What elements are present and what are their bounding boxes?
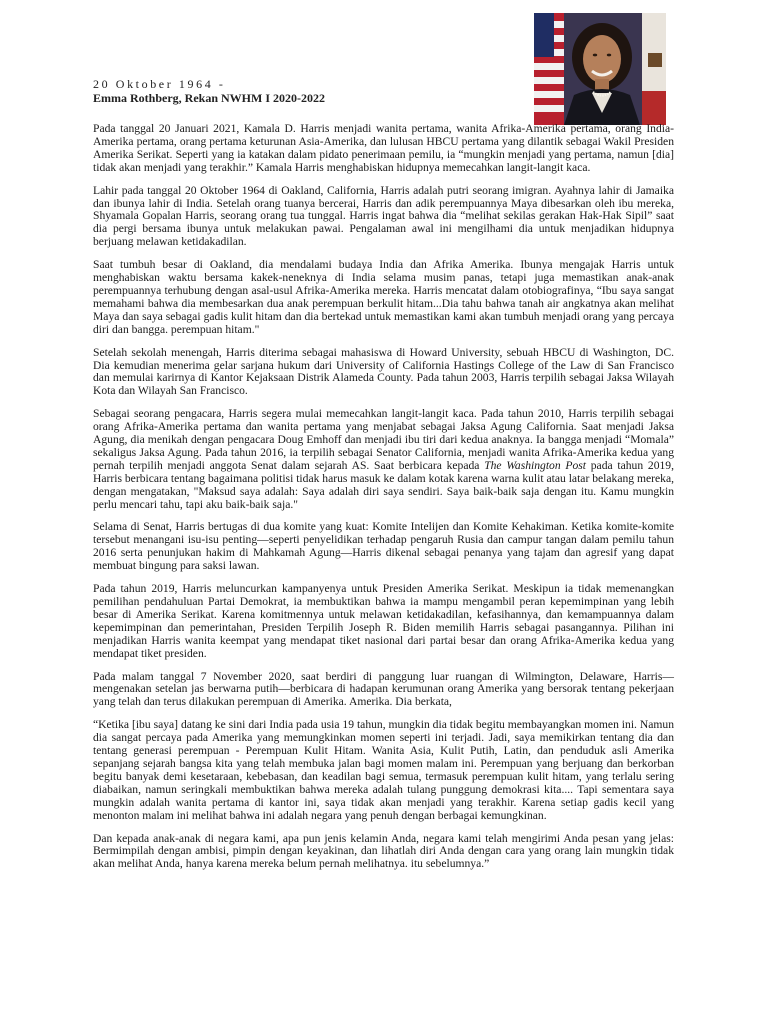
paragraph: Pada malam tanggal 7 November 2020, saat berdiri di panggung luar ruangan di Wilmington, Delaware, Harris—mengenakan setelan jas berwarna putih—berbicara di hadapan kerumunan orang Amerika yang bersorak tentang pekerjaan yang telah dan terus dilakukan perempuan di Amerika. Amerika. Dia berkata, xyxy=(93,669,674,709)
paragraph-text: Sebagai seorang pengacara, Harris segera mulai memecahkan langit-langit kaca. Pada tahun 2010, Harris terpilih sebagai orang Afrika-Amerika pertama dan wanita pertama yang menjabat sebagai Jaksa Agung California. Saat menjadi Jaksa Agung, dia menikah dengan pengacara Doug Emhoff dan menjadi ibu tiri dari kedua anaknya. Ia bangga menjadi “Momala” sekaligus Jaksa Agung. Pada tahun 2016, ia terpilih sebagai Senator California, menjadi wanita Afrika-Amerika kedua yang pernah terpilih menjadi anggota Senat dalam sejarah AS. Saat berbicara kepada xyxy=(93,407,674,472)
paragraph: Pada tanggal 20 Januari 2021, Kamala D. Harris menjadi wanita pertama, wanita Afrika-Amerika pertama, orang India-Amerika pertama, orang pertama keturunan Asia-Amerika, dan lulusan HBCU pertama yang dilantik sebagai Wakil Presiden Amerika Serikat. Seperti yang ia katakan dalam pidato penerimaan pemilu, ia “mungkin menjadi yang pertama, namun [dia] tidak akan menjadi yang terakhir.” Kamala Harris menghabiskan hidupnya memecahkan langit-langit kaca. xyxy=(93,122,674,174)
publication-title: The Washington Post xyxy=(484,458,587,472)
speech-quote-continued: Dan kepada anak-anak di negara kami, apa pun jenis kelamin Anda, negara kami telah mengirimi Anda pesan yang jelas: Bermimpilah dengan ambisi, pimpin dengan keyakinan, dan lihatlah diri Anda dengan cara yang orang lain mungkin tidak akan melihat Anda, hanya karena mereka belum pernah melihatnya. itu sebelumnya.” xyxy=(93,831,674,871)
paragraph-text: pada tahun 2019, Harris berbicara tentang bagaimana politisi tidak harus masuk ke dalam kotak karena warna kulit atau latar belakang mereka, dengan mengatakan, "Maksud saya adalah: Saya adalah diri saya sendiri. Saya baik-baik saja dengan itu. Kamu mungkin perlu mencari tahu, tapi aku baik-baik saja." xyxy=(93,458,674,511)
paragraph: Selama di Senat, Harris bertugas di dua komite yang kuat: Komite Intelijen dan Komite Kehakiman. Ketika komite-komite tersebut menangani isu-isu penting—seperti penyelidikan terhadap pengaruh Rusia dan campur tangan dalam pemilu tahun 2016 serta penunjukan hakim di Mahkamah Agung—Harris dikenal sebagai penanya yang tajam dan agresif yang dapat membuat bingung para saksi lawan. xyxy=(93,520,674,573)
portrait-photo xyxy=(534,13,666,125)
date-line: 20 Oktober 1964 - xyxy=(93,77,226,91)
paragraph: Setelah sekolah menengah, Harris diterima sebagai mahasiswa di Howard University, sebuah HBCU di Washington, DC. Dia kemudian menerima gelar sarjana hukum dari University of California Hastings College of the Law di San Francisco dan memulai karirnya di Kantor Kejaksaan Distrik Alameda County. Pada tahun 2003, Harris terpilih sebagai Jaksa Wilayah Kota dan Wilayah San Francisco. xyxy=(93,345,674,398)
paragraph: Pada tahun 2019, Harris meluncurkan kampanyenya untuk Presiden Amerika Serikat. Meskipun ia tidak memenangkan pemilihan pendahuluan Partai Demokrat, ia membuktikan bahwa ia mampu mengambil peran kepemimpinan yang lebih besar di Amerika Serikat. Karena komitmennya untuk melawan ketidakadilan, kefasihannya, dan kemampuannya dalam kepemimpinan dan pemerintahan, Presiden Terpilih Joseph R. Biden memilih Harris sebagai pasangannya. Pilihan ini menjadikan Harris wanita keempat yang mendapat tiket nasional dari partai besar dan orang Afrika-Amerika kedua yang mendapat tiket presiden. xyxy=(93,582,674,660)
speech-quote: “Ketika [ibu saya] datang ke sini dari India pada usia 19 tahun, mungkin dia tidak begitu membayangkan momen ini. Namun dia sangat percaya pada Amerika yang memungkinkan momen seperti ini terjadi. Jadi, saya memikirkan tentang dia dan tentang generasi perempuan - Perempuan Kulit Hitam. Wanita Asia, Kulit Putih, Latin, dan penduduk asli Amerika sepanjang sejarah bangsa kita yang telah membuka jalan bagi momen malam ini. Perempuan yang berjuang dan berkorban begitu banyak demi kesetaraan, kebebasan, dan keadilan bagi semua, termasuk perempuan kulit hitam, yang terlalu sering diabaikan, namun seringkali membuktikan bahwa mereka adalah tulang punggung demokrasi kita.... Tapi sementara saya mungkin adalah wanita pertama di kantor ini, saya tidak akan menjadi yang terakhir. Karena setiap gadis kecil yang menonton malam ini melihat bahwa ini adalah negara yang penuh dengan berbagai kemungkinan. xyxy=(93,718,674,822)
paragraph xyxy=(93,408,674,511)
article-header xyxy=(93,77,513,106)
article-body xyxy=(93,123,674,881)
portrait-photo-icon xyxy=(534,13,666,125)
paragraph: Saat tumbuh besar di Oakland, dia mendalami budaya India dan Afrika Amerika. Ibunya mengajak Harris untuk menghabiskan waktu bersama kakek-neneknya di India selama musim panas, tetapi juga memastikan anak-anak perempuannya terhubung dengan asal-usul Afrika-Amerika mereka. Harris mencatat dalam otobiografinya, “Ibu saya sangat memahami bahwa dia membesarkan dua anak perempuan berkulit hitam...Dia tahu bahwa tanah air angkatnya akan melihat Maya dan saya sebagai gadis kulit hitam dan dia bertekad untuk memastikan kami akan tumbuh menjadi orang yang percaya diri dan bangga. perempuan hitam." xyxy=(93,258,674,336)
author-line: Emma Rothberg, Rekan NWHM I 2020-2022 xyxy=(93,91,325,105)
paragraph: Lahir pada tanggal 20 Oktober 1964 di Oakland, California, Harris adalah putri seorang imigran. Ayahnya lahir di Jamaika dan ibunya lahir di India. Setelah orang tuanya bercerai, Harris dan adik perempuannya Maya dibesarkan oleh ibu mereka, Shyamala Gopalan Harris, seorang orang tua tunggal. Harris ingat bahwa dia “melihat sekilas gerakan Hak-Hak Sipil” saat dia pergi bersama ibunya untuk melakukan pawai. Pengalaman awal ini mengilhami dia untuk menjadikan hidupnya berjuang melawan ketidakadilan. xyxy=(93,183,674,249)
